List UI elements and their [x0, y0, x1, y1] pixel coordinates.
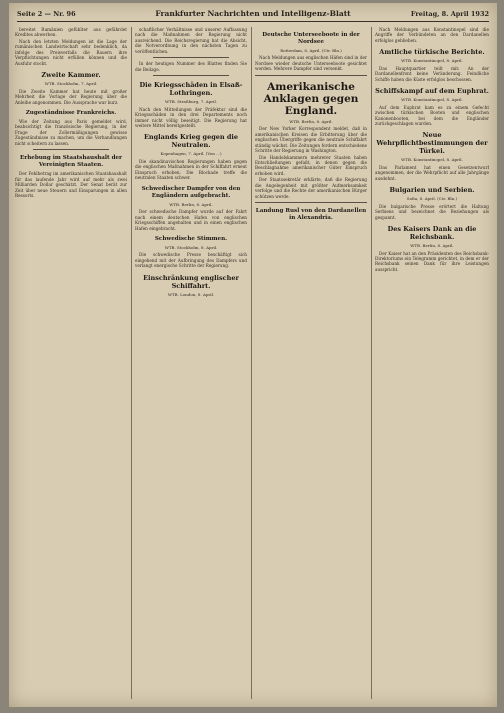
dateline: WTB. Straßburg, 7. April.	[164, 99, 217, 105]
article-text: Wie der Zeitung aus Paris gemeldet wird, beabsichtigt die französische Regierung, in der Frage der Zollermäßigungen gewisse Zugeständnisse zu machen, um die Verhandlungen nicht scheitern zu lassen.	[15, 118, 127, 146]
divider	[153, 57, 229, 58]
article-headline: Neue Wehrpflichtbestimmungen der Türkei.	[376, 131, 488, 156]
article-text: Die bulgarische Presse erörtert die Haltung Serbiens und bezeichnet die Beziehungen als gespannt.	[375, 203, 489, 220]
article-headline: Zweite Kammer.	[41, 71, 101, 80]
article-headline: Schiffskampf auf dem Euphrat.	[375, 87, 489, 96]
article-headline: Englands Krieg gegen die Neutralen.	[143, 133, 239, 150]
article-text: bereitet Rumänien gefühlter aus gefährdet Kredites abwerben.	[15, 27, 127, 38]
article-headline: Bulgarien und Serbien.	[389, 186, 475, 195]
dateline: WTB. Berlin, 8. April.	[410, 243, 454, 249]
article-text: Der Fehlbetrag im amerikanischen Staatshaushalt für das laufende Jahr wird auf mehr als zwei Milliarden Dollar geschätzt. Der Senat berät zur Zeit über neue Steuern und Einsparungen in allen Ressorts.	[15, 171, 127, 199]
dateline: Kopenhagen, 7. April. (Von ...)	[160, 151, 222, 157]
article-headline: Amtliche türkische Berichte.	[379, 48, 485, 57]
column-3	[255, 27, 367, 699]
dateline: Sofia, 8. April. (Ctr. Bln.)	[406, 196, 458, 202]
article-headline: Schwedische Stimmen.	[154, 235, 228, 242]
article-text: Die schwedische Presse beschäftigt sich eingehend mit der Aufbringung des Dampfers und verlangt energische Schritte der Regierung.	[135, 252, 247, 269]
article-text: Die Zweite Kammer hat heute mit großer Mehrheit die Vorlage der Regierung über die Anleihe angenommen. Die Aussprache war kurz.	[15, 88, 127, 105]
article-text: Der schwedische Dampfer wurde auf der Fahrt nach einem deutschen Hafen von englischen Kriegsschiffen angehalten und in einen englischen Hafen eingebracht.	[135, 209, 247, 231]
article-headline: Einschränkung englischer Schiffahrt.	[143, 273, 239, 290]
divider	[33, 149, 109, 150]
main-headline: Amerikanische Anklagen gegen England.	[263, 80, 359, 117]
page-header	[17, 7, 489, 22]
dateline: WTB. Konstantinopel, 8. April.	[401, 58, 463, 64]
column-4	[375, 27, 489, 699]
article-text: Der New Yorker Korrespondent meldet, daß in amerikanischen Kreisen die Erbitterung über die englischen Übergriffe gegen die neutrale Schiffahrt ständig wächst. Die Zeitungen fordern entschiedene Schritte der Regierung in Washington.	[255, 126, 367, 154]
article-headline: Zugeständnisse Frankreichs.	[25, 109, 117, 116]
column-2	[135, 27, 247, 699]
column-rule	[131, 27, 132, 699]
dateline: Rotterdam, 8. April. (Ctr. Bln.)	[280, 48, 342, 53]
article-headline: Landung Rusl von den Dardanellen in Alexandria.	[255, 208, 367, 222]
article-text: Nach den letzten Meldungen ist die Lage der rumänischen Landwirtschaft sehr bedenklich, da infolge des Preisverfalls die Bauern ihre Verpflichtungen nicht erfüllen können und die Ausfuhr stockt.	[15, 38, 127, 66]
dateline: WTB. Berlin, 8. April.	[169, 201, 213, 207]
column-rule	[251, 27, 252, 699]
article-text: Nach den Mitteilungen der Präfektur sind die Kriegsschäden in den drei Departements noch immer nicht völlig beseitigt. Die Regierung hat weitere Mittel bereitgestellt.	[135, 106, 247, 128]
article-text: Nach Meldungen aus englischen Häfen sind in der Nordsee wieder deutsche Unterseeboote gesichtet worden. Mehrere Dampfer sind versenkt.	[255, 55, 367, 72]
article-text: Die Handelskammern mehrerer Staaten haben Entschließungen gefaßt, in denen gegen die Beschlagnahme amerikanischer Güter Einspruch erhoben wird.	[255, 154, 367, 176]
article-headline: Schwedischer Dampfer von den Engländern aufgebracht.	[141, 185, 241, 199]
article-text: Der Kaiser hat an den Präsidenten des Reichsbank-Direktoriums ein Telegramm gerichtet, in dem er der Reichsbank seinen Dank für ihre Leistungen ausspricht.	[375, 250, 489, 272]
dateline: WTB. Konstantinopel, 8. April.	[401, 97, 463, 103]
article-headline: Des Kaisers Dank an die Reichsbank.	[387, 225, 477, 242]
article-text: Nach Meldungen aus Konstantinopel sind die Angriffe der Verbündeten an den Dardanellen erfolglos geblieben.	[375, 27, 489, 43]
article-headline: Erhebung im Staatshaushalt der Vereinigten Staaten.	[19, 155, 122, 169]
article-headline: Die Kriegsschäden in Elsaß-Lothringen.	[139, 81, 243, 98]
divider	[255, 202, 367, 203]
dateline: WTB. Stockholm, 7. April.	[44, 81, 98, 87]
article-headline: Deutsche Unterseeboote in der Nordsee	[262, 32, 360, 45]
page-number: Seite 2 — Nr. 96	[17, 10, 76, 18]
article-text: Auf dem Euphrat kam es zu einem Gefecht zwischen türkischen Booten und englischen Kanonenbooten, bei dem die Engländer zurückgeschlagen wurden.	[375, 104, 489, 126]
article-text: schaftlicher Verhältnisse und unserer Auffassung nach die Maßnahmen der Regierung nicht ausreichend. Die Reichsregierung hat die Absicht, die Notverordnung in den nächsten Tagen zu veröffentlichen.	[135, 27, 247, 54]
divider	[255, 75, 367, 76]
column-1	[15, 27, 127, 699]
newspaper-page	[9, 3, 497, 707]
newspaper-title: Frankfurter Nachrichten und Intelligenz-Blatt	[155, 9, 351, 18]
article-text: Die skandinavischen Regierungen haben gegen die englischen Maßnahmen in der Schiffahrt erneut Einspruch erhoben. Die Blockade treffe die neutralen Staaten schwer.	[135, 158, 247, 181]
article-text: Das Parlament hat einen Gesetzentwurf angenommen, der die Wehrpflicht auf alle Jahrgänge ausdehnt.	[375, 164, 489, 181]
article-text: Das Hauptquartier teilt mit: An der Dardanellenfront keine Veränderung. Feindliche Schiffe haben die Küste erfolglos beschossen.	[375, 65, 489, 82]
dateline: WTB. Berlin, 8. April.	[289, 118, 333, 124]
divider	[153, 75, 229, 76]
article-text: Der Staatssekretär erklärte, daß die Regierung die Angelegenheit mit größter Aufmerksamkeit verfolge und die Rechte der amerikanischen Bürger schützen werde.	[255, 177, 367, 199]
dateline: WTB. Konstantinopel, 8. April.	[401, 157, 463, 163]
issue-date: Freitag, 8. April 1932	[410, 10, 489, 18]
dateline: WTB. London, 8. April.	[167, 291, 215, 297]
column-rule	[371, 27, 372, 699]
notice-text: In der heutigen Nummer des Blattes finden Sie die Beilage.	[135, 61, 247, 72]
dateline: WTB. Stockholm, 8. April.	[164, 244, 218, 250]
